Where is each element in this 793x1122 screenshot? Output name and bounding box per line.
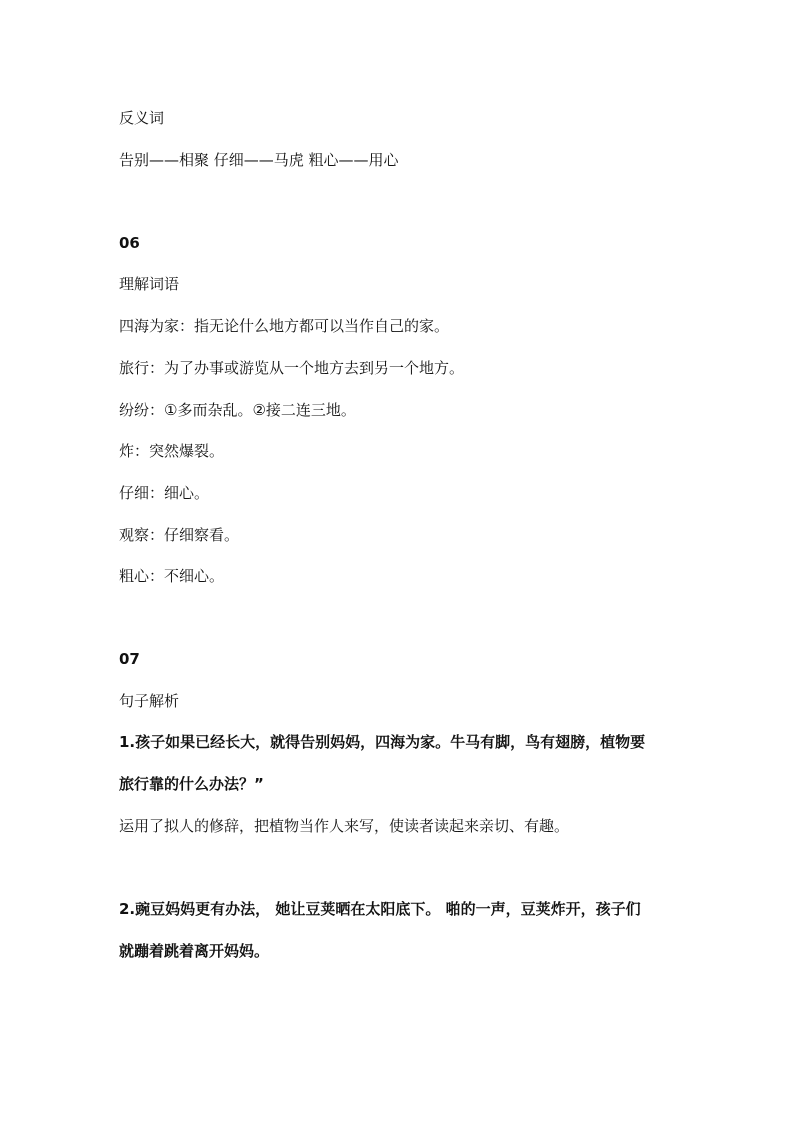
sentence-2-line-1: 2.豌豆妈妈更有办法， 她让豆荚晒在太阳底下。 啪的一声，豆荚炸开，孩子们	[119, 900, 641, 918]
antonyms-line: 告别——相聚 仔细——马虎 粗心——用心	[119, 151, 399, 169]
sentence-1-line-1: 1.孩子如果已经长大，就得告别妈妈，四海为家。牛马有脚，鸟有翅膀，植物要	[119, 733, 646, 751]
section-07-heading: 句子解析	[119, 692, 180, 710]
definition-item: 粗心：不细心。	[119, 567, 225, 585]
section-07-number: 07	[119, 650, 140, 668]
definition-item: 炸：突然爆裂。	[119, 442, 225, 460]
sentence-1-analysis: 运用了拟人的修辞，把植物当作人来写，使读者读起来亲切、有趣。	[119, 817, 570, 835]
section-06-number: 06	[119, 234, 140, 252]
section-06-heading: 理解词语	[119, 275, 180, 293]
definition-item: 旅行：为了办事或游览从一个地方去到另一个地方。	[119, 359, 465, 377]
definition-item: 观察：仔细察看。	[119, 526, 240, 544]
definition-item: 纷纷：①多而杂乱。②接二连三地。	[119, 401, 356, 419]
sentence-2-line-2: 就蹦着跳着离开妈妈。	[119, 942, 270, 960]
sentence-1-line-2: 旅行靠的什么办法？”	[119, 775, 264, 793]
definition-item: 四海为家：指无论什么地方都可以当作自己的家。	[119, 317, 450, 335]
antonyms-heading: 反义词	[119, 109, 165, 127]
definition-item: 仔细：细心。	[119, 484, 210, 502]
